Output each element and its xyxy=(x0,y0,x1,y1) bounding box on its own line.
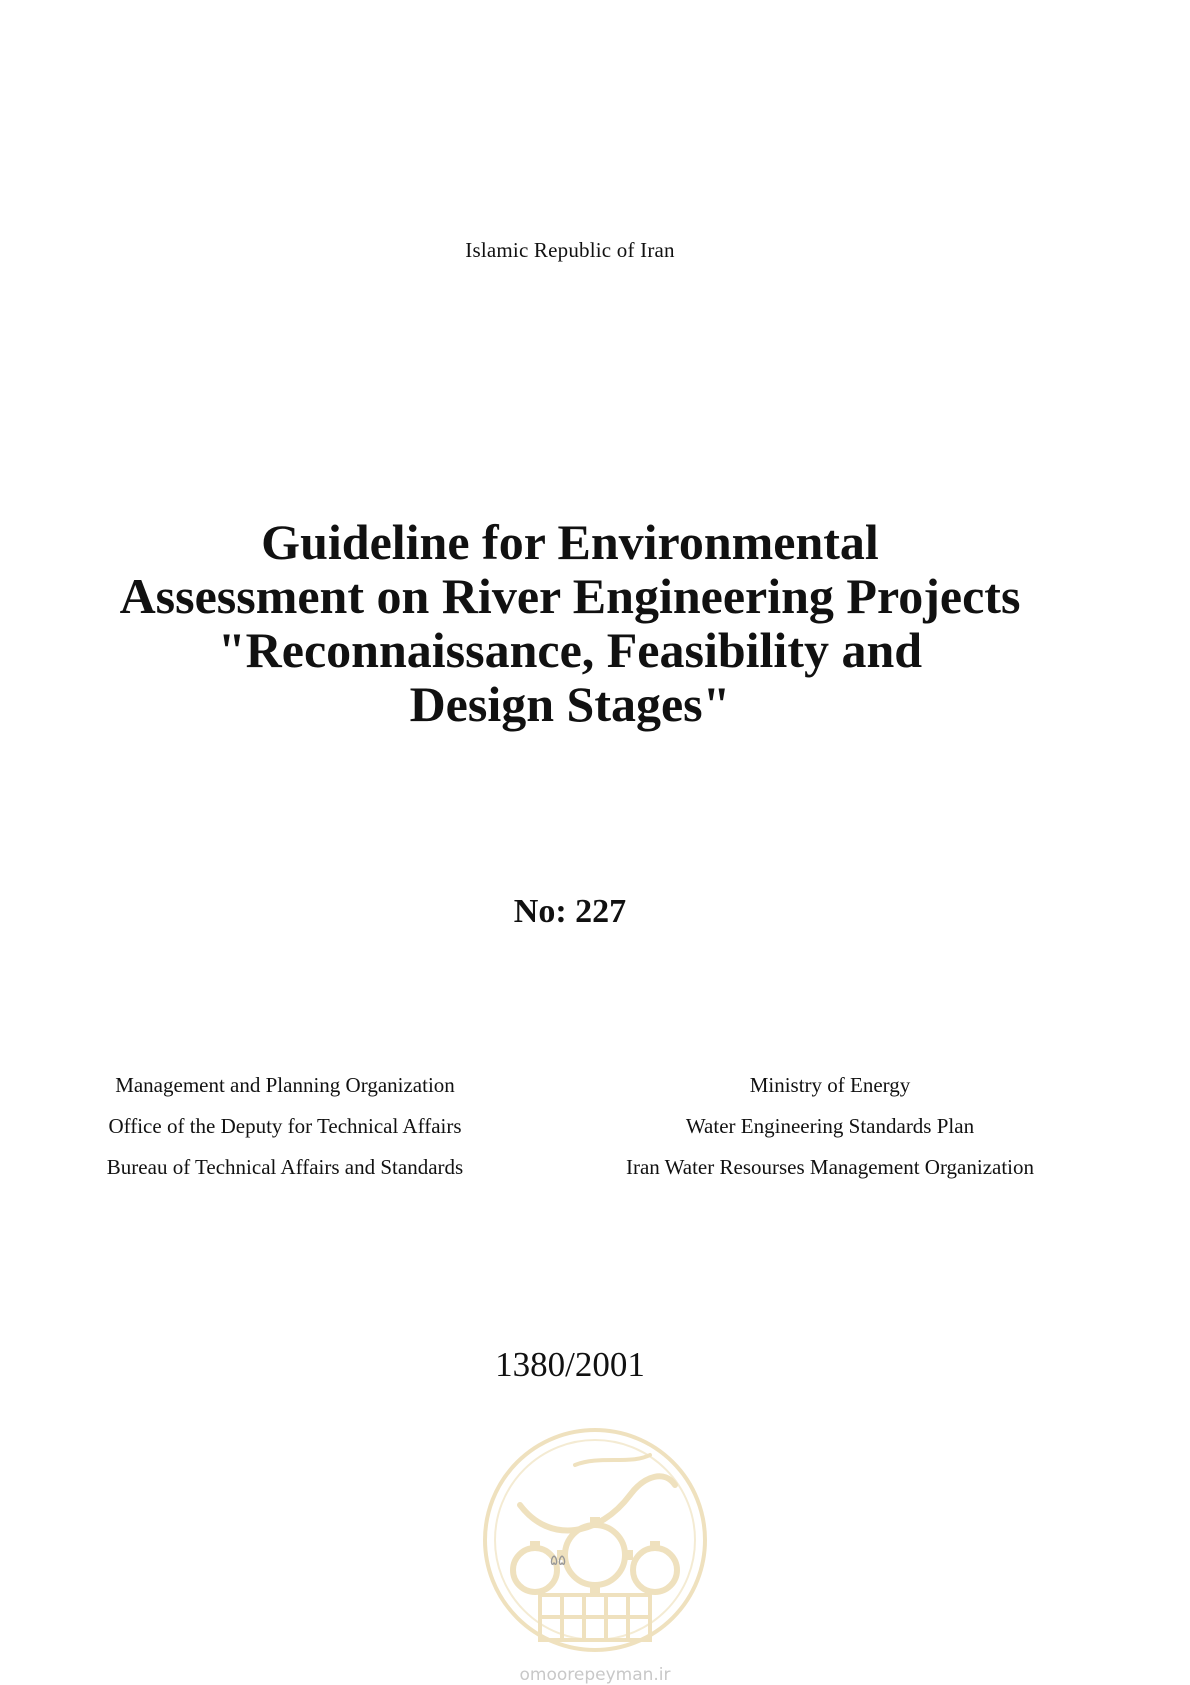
title-line: Guideline for Environmental xyxy=(261,514,879,570)
org-line: Management and Planning Organization xyxy=(115,1073,455,1097)
org-line: Ministry of Energy xyxy=(749,1073,911,1097)
seal-number: ۵۵ xyxy=(550,1551,567,1569)
site-watermark: omoorepeyman.ir xyxy=(519,1665,671,1685)
title-line: Assessment on River Engineering Projects xyxy=(119,568,1021,624)
org-line: Office of the Deputy for Technical Affairs xyxy=(108,1114,462,1138)
country-heading: Islamic Republic of Iran xyxy=(465,238,675,262)
organizations-right xyxy=(570,1065,1090,1188)
document-number: No: 227 xyxy=(513,893,627,930)
document-title xyxy=(0,515,1140,731)
org-line: Iran Water Resourses Management Organization xyxy=(625,1155,1035,1179)
title-line: Design Stages" xyxy=(409,676,731,732)
title-line: "Reconnaissance, Feasibility and xyxy=(217,622,923,678)
publication-year: 1380/2001 xyxy=(495,1345,645,1384)
org-line: Bureau of Technical Affairs and Standards xyxy=(106,1155,464,1179)
seal-logo-icon xyxy=(480,1425,710,1655)
organizations-left xyxy=(40,1065,530,1188)
org-line: Water Engineering Standards Plan xyxy=(685,1114,975,1138)
